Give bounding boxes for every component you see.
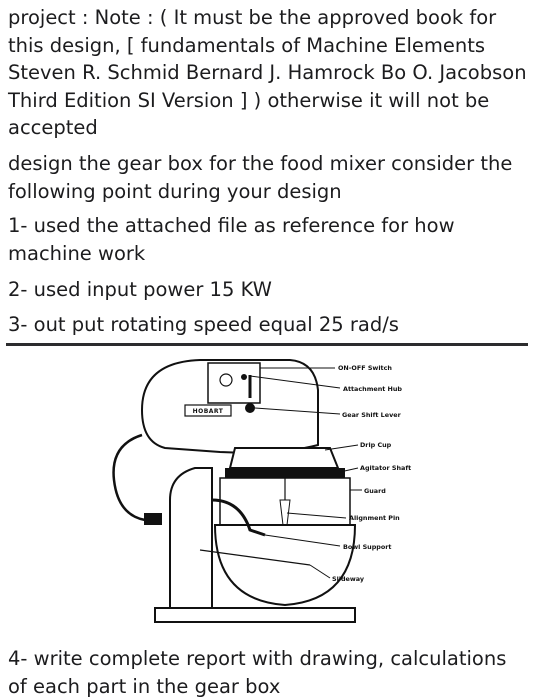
power-cord [114,435,145,520]
list-item: 1- used the attached file as reference for how machine work [8,214,455,265]
mixer-column [170,468,212,608]
callout-label: ON-OFF Switch [338,364,392,372]
list-item: 4- write complete report with drawing, calculations of each part in the gear box [8,647,507,698]
callout-label: Attachment Hub [343,385,403,393]
callout-label: Alignment Pin [349,514,400,522]
callout-label: Slideway [332,575,365,583]
list-item: 3- out put rotating speed equal 25 rad/s [8,313,399,336]
hub-icon [241,374,247,380]
project-note: project : Note : ( It must be the approved book for this design, [ fundamentals of Machine Elements Steven R. Schmid Bernard J. Hamrock Bo O. Jacobson Third Edition SI Version ] ) otherwise it will not be accepted [8,6,527,139]
callout-label: Guard [364,487,386,495]
mixer-drawing [100,350,440,635]
callout-label: Drip Cup [360,441,392,449]
mixer-base [155,608,355,622]
food-mixer-figure [100,350,440,635]
callout-label: Gear Shift Lever [342,411,401,419]
design-instruction: design the gear box for the food mixer consider the following point during your design [8,152,513,203]
bowl [215,525,355,605]
control-plate [208,363,260,403]
callout-label: Agitator Shaft [360,464,412,472]
section-divider [6,343,528,346]
brand-label: HOBART [192,408,224,415]
list-item: 2- used input power 15 KW [8,278,272,301]
plug-icon [144,513,162,525]
agitator-shaft [225,468,345,478]
gear-lever-icon [245,403,255,413]
drip-cup [230,448,338,468]
callout-label: Bowl Support [343,543,392,551]
